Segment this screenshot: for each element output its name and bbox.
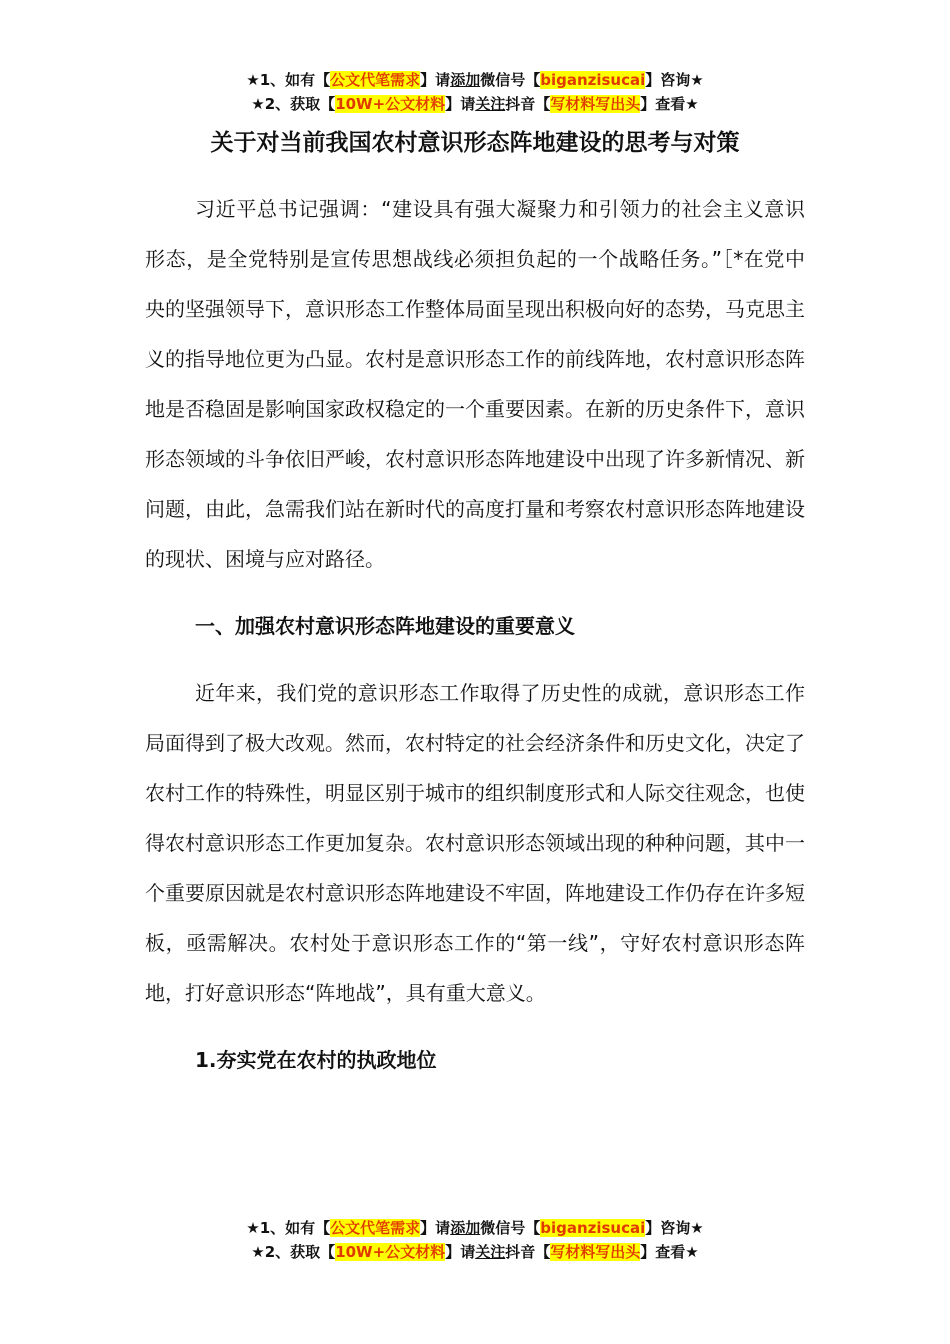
ad-text: 】请 bbox=[420, 71, 451, 89]
ad-text: 】咨询★ bbox=[645, 71, 704, 89]
ad-wechat-id: biganzisucai bbox=[540, 71, 646, 89]
ad-text: 微信号【 bbox=[480, 71, 541, 89]
ad-text: 微信号【 bbox=[480, 1219, 541, 1237]
ad-wechat-id: biganzisucai bbox=[540, 1219, 646, 1237]
ad-text: 】查看★ bbox=[640, 1243, 699, 1261]
ad-highlight: 公文代笔需求 bbox=[330, 71, 421, 89]
ad-text: ★2、获取【 bbox=[251, 95, 336, 113]
ad-underlined-text: 添加 bbox=[450, 1219, 481, 1237]
ad-text: 】请 bbox=[420, 1219, 451, 1237]
header-ad-line-2 bbox=[0, 92, 950, 116]
ad-douyin-id: 写材料写出头 bbox=[550, 95, 641, 113]
footer-ad bbox=[0, 1216, 950, 1264]
ad-douyin-id: 写材料写出头 bbox=[550, 1243, 641, 1261]
footer-ad-line-1 bbox=[0, 1216, 950, 1240]
ad-underlined-text: 添加 bbox=[450, 71, 481, 89]
ad-text: ★1、如有【 bbox=[246, 71, 331, 89]
intro-paragraph: 习近平总书记强调：“建设具有强大凝聚力和引领力的社会主义意识形态，是全党特别是宣传思想战线必须担负起的一个战略任务。”［*在党中央的坚强领导下，意识形态工作整体局面呈现出积极向好的态势，马克思主义的指导地位更为凸显。农村是意识形态工作的前线阵地，农村意识形态阵地是否稳固是影响国家政权稳定的一个重要因素。在新的历史条件下，意识形态领域的斗争依旧严峻，农村意识形态阵地建设中出现了许多新情况、新问题，由此，急需我们站在新时代的高度打量和考察农村意识形态阵地建设的现状、困境与应对路径。 bbox=[145, 197, 805, 571]
ad-text: 抖音【 bbox=[505, 1243, 551, 1261]
subsection-heading: 1.夯实党在农村的执政地位 bbox=[195, 1048, 437, 1072]
header-ad bbox=[0, 68, 950, 116]
ad-text: 抖音【 bbox=[505, 95, 551, 113]
ad-text: ★2、获取【 bbox=[251, 1243, 336, 1261]
document-title: 关于对当前我国农村意识形态阵地建设的思考与对策 bbox=[210, 130, 740, 156]
ad-text: 】查看★ bbox=[640, 95, 699, 113]
ad-underlined-text: 关注 bbox=[475, 95, 506, 113]
ad-text: 】咨询★ bbox=[645, 1219, 704, 1237]
ad-highlight: 10W+公文材料 bbox=[335, 1243, 446, 1261]
ad-underlined-text: 关注 bbox=[475, 1243, 506, 1261]
ad-highlight: 10W+公文材料 bbox=[335, 95, 446, 113]
section-heading: 一、加强农村意识形态阵地建设的重要意义 bbox=[195, 614, 575, 638]
header-ad-line-1 bbox=[0, 68, 950, 92]
ad-highlight: 公文代笔需求 bbox=[330, 1219, 421, 1237]
ad-text: ★1、如有【 bbox=[246, 1219, 331, 1237]
document-body bbox=[145, 184, 805, 1102]
section-paragraph: 近年来，我们党的意识形态工作取得了历史性的成就，意识形态工作局面得到了极大改观。然而，农村特定的社会经济条件和历史文化，决定了农村工作的特殊性，明显区别于城市的组织制度形式和人际交往观念，也使得农村意识形态工作更加复杂。农村意识形态领域出现的种种问题，其中一个重要原因就是农村意识形态阵地建设不牢固，阵地建设工作仍存在许多短板，亟需解决。农村处于意识形态工作的“第一线”，守好农村意识形态阵地，打好意识形态“阵地战”，具有重大意义。 bbox=[145, 681, 805, 1005]
ad-text: 】请 bbox=[445, 1243, 476, 1261]
footer-ad-line-2 bbox=[0, 1240, 950, 1264]
ad-text: 】请 bbox=[445, 95, 476, 113]
